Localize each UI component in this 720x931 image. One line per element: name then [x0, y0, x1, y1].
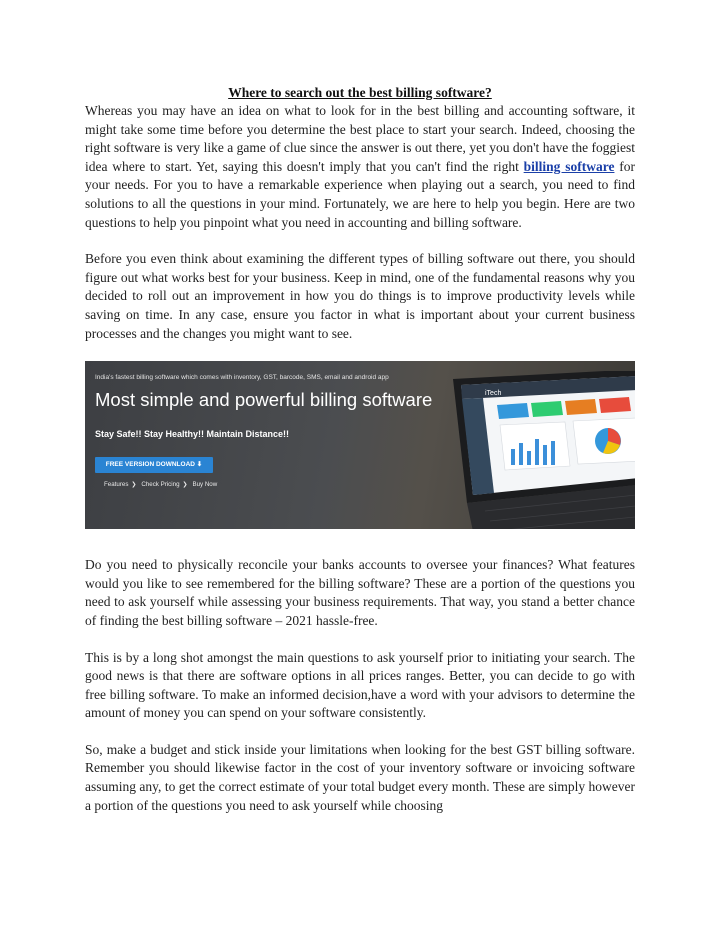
- article-title: Where to search out the best billing software?: [228, 85, 492, 100]
- paragraph-1: [85, 102, 635, 232]
- buy-now-link[interactable]: Buy Now: [192, 481, 218, 489]
- download-button-label: FREE VERSION DOWNLOAD: [105, 461, 195, 469]
- banner-stay-safe-text: Stay Safe!! Stay Healthy!! Maintain Distance!!: [95, 429, 290, 440]
- chevron-right-icon: ❯: [131, 481, 137, 489]
- banner-headline: Most simple and powerful billing software: [95, 389, 433, 411]
- banner-links: [104, 481, 220, 488]
- billing-software-link[interactable]: billing software: [523, 158, 615, 174]
- article-body: [85, 84, 635, 833]
- paragraph-5: So, make a budget and stick inside your limitations when looking for the best GST billing software. Remember you should likewise factor in the cost of your inventory software or invoicing software assuming any, to get the correct estimate of your total budget every month. These are simply however a portion of the questions you need to ask yourself while choosing: [85, 741, 635, 813]
- free-download-button[interactable]: [95, 457, 213, 473]
- check-pricing-link[interactable]: Check Pricing: [141, 481, 180, 489]
- paragraph-3: Do you need to physically reconcile your banks accounts to oversee your finances? What features would you like to see remembered for the billing software? These are a portion of the questions you need to ask yourself while assessing your business requirements. That way, you stand a better chance of finding the best billing software – 2021 hassle-free.: [85, 557, 635, 628]
- paragraph-1-text-end: for your needs. For you to have a remarkable experience when playing out a search, you need to find solutions to all the questions in your mind. Fortunately, we are here to help you begin. Here are two questions to help you pinpoint what you need in accounting and billing software.: [85, 158, 635, 230]
- banner-tagline: India's fastest billing software which comes with inventory, GST, barcode, SMS, email and android app: [95, 374, 389, 382]
- paragraph-4: This is by a long shot amongst the main questions to ask yourself prior to initiating your search. The good news is that there are software options in all prices ranges. Better, you can decide to go with free billing software. To make an informed decision,have a word with your advisors to determine the amount of money you can spend on your software consistently.: [85, 649, 635, 721]
- chevron-right-icon: ❯: [182, 481, 188, 489]
- screen-logo: iTech: [485, 390, 502, 398]
- paragraph-2: Before you even think about examining the different types of billing software out there, you should figure out what works best for your business. Keep in mind, one of the fundamental reasons why you decided to roll out an improvement in how you do things is to improve productivity levels while saving on time. In any case, ensure you factor in what is important about your current business processes and the changes you might want to see.: [85, 251, 635, 341]
- features-link[interactable]: Features: [104, 481, 129, 489]
- laptop-illustration: [405, 371, 635, 529]
- billing-software-banner-image: [85, 361, 635, 529]
- download-icon: ⬇: [196, 461, 203, 469]
- paragraph-1-text-start: Whereas you may have an idea on what to look for in the best billing and accounting software, it might take some time before you determine the best place to start your search. Indeed, choosing the right software is very like a game of clue since the answer is out there, yet you don't have the foggiest idea where to start. Yet, saying this doesn't imply that you can't find the right: [85, 103, 635, 174]
